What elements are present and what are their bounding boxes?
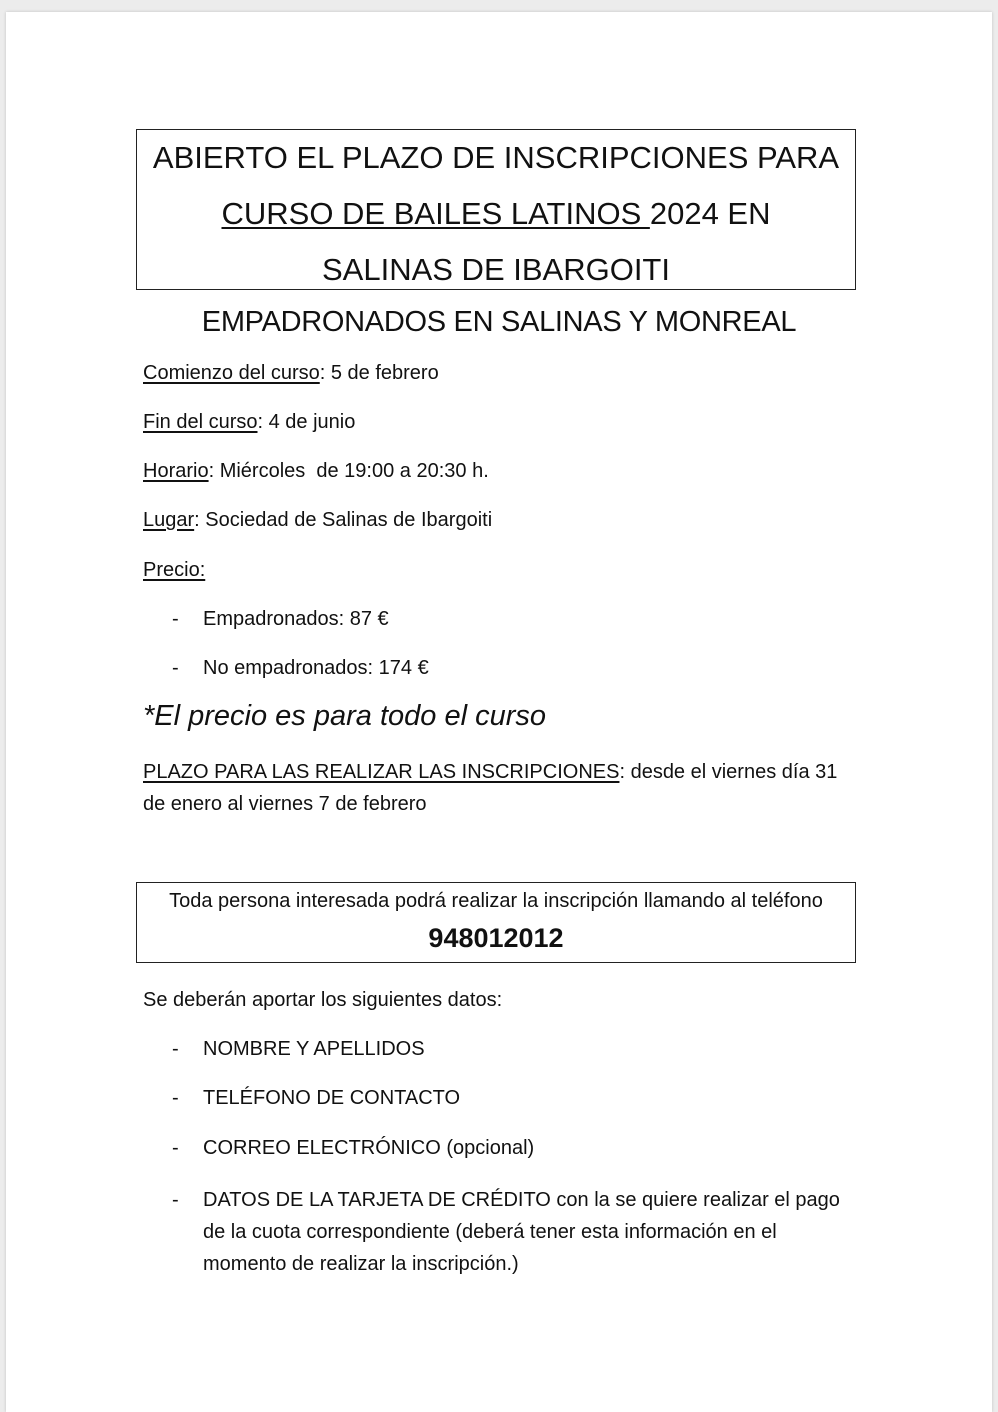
precio-label: Precio:: [143, 559, 206, 581]
datos-item: [172, 1087, 460, 1110]
phone-instructions: Toda persona interesada podrá realizar la inscripción llamando al teléfono: [169, 890, 823, 912]
price-no-empadronados: No empadronados: 174 €: [203, 657, 429, 679]
price-item: [172, 608, 389, 631]
lugar-value: : Sociedad de Salinas de Ibargoiti: [194, 509, 493, 531]
datos-intro: Se deberán aportar los siguientes datos:: [143, 989, 503, 1011]
datos-correo: CORREO ELECTRÓNICO (opcional): [203, 1137, 535, 1159]
info-precio: [143, 559, 205, 582]
plazo-label: PLAZO PARA LAS REALIZAR LAS INSCRIPCIONES: [143, 761, 620, 783]
document-page: [6, 12, 992, 1412]
title-line-3: SALINAS DE IBARGOITI: [322, 252, 670, 287]
price-note: *El precio es para todo el curso: [143, 700, 546, 732]
phone-box: [136, 882, 856, 963]
bullet-dash: -: [172, 1038, 179, 1060]
bullet-dash: -: [172, 1087, 179, 1109]
bullet-dash: -: [172, 1137, 179, 1159]
phone-number: 948012012: [428, 923, 564, 953]
price-item: [172, 657, 429, 680]
datos-item: [172, 1184, 843, 1280]
title-course-name: CURSO DE BAILES LATINOS: [221, 196, 650, 231]
horario-label: Horario: [143, 460, 209, 482]
info-fin: [143, 411, 355, 434]
lugar-label: Lugar: [143, 509, 195, 531]
comienzo-label: Comienzo del curso: [143, 362, 320, 384]
title-line-1: ABIERTO EL PLAZO DE INSCRIPCIONES PARA: [152, 140, 840, 175]
plazo-inscripciones: [143, 756, 863, 820]
subtitle: EMPADRONADOS EN SALINAS Y MONREAL: [201, 306, 797, 338]
bullet-dash: -: [172, 657, 179, 679]
datos-telefono: TELÉFONO DE CONTACTO: [203, 1087, 461, 1109]
plazo-text: : desde el viernes día 31 de enero al viernes 7 de febrero: [143, 761, 838, 815]
price-empadronados: Empadronados: 87 €: [203, 608, 389, 630]
datos-tarjeta: DATOS DE LA TARJETA DE CRÉDITO con la se quiere realizar el pago de la cuota correspondiente (deberá tener esta información en el momento de realizar la inscripción.): [203, 1189, 840, 1275]
fin-value: : 4 de junio: [257, 411, 356, 433]
datos-item: [172, 1137, 534, 1160]
datos-nombre: NOMBRE Y APELLIDOS: [203, 1038, 425, 1060]
info-lugar: [143, 509, 492, 532]
info-horario: [143, 460, 489, 483]
comienzo-value: : 5 de febrero: [319, 362, 439, 384]
bullet-dash: -: [172, 608, 179, 630]
info-comienzo: [143, 362, 439, 385]
horario-value: : Miércoles de 19:00 a 20:30 h.: [208, 460, 489, 482]
title-box: [136, 129, 856, 290]
title-year: 2024 EN: [649, 196, 771, 231]
datos-item: [172, 1038, 425, 1061]
fin-label: Fin del curso: [143, 411, 258, 433]
bullet-dash: -: [172, 1189, 179, 1211]
title-line-2: [137, 186, 855, 242]
